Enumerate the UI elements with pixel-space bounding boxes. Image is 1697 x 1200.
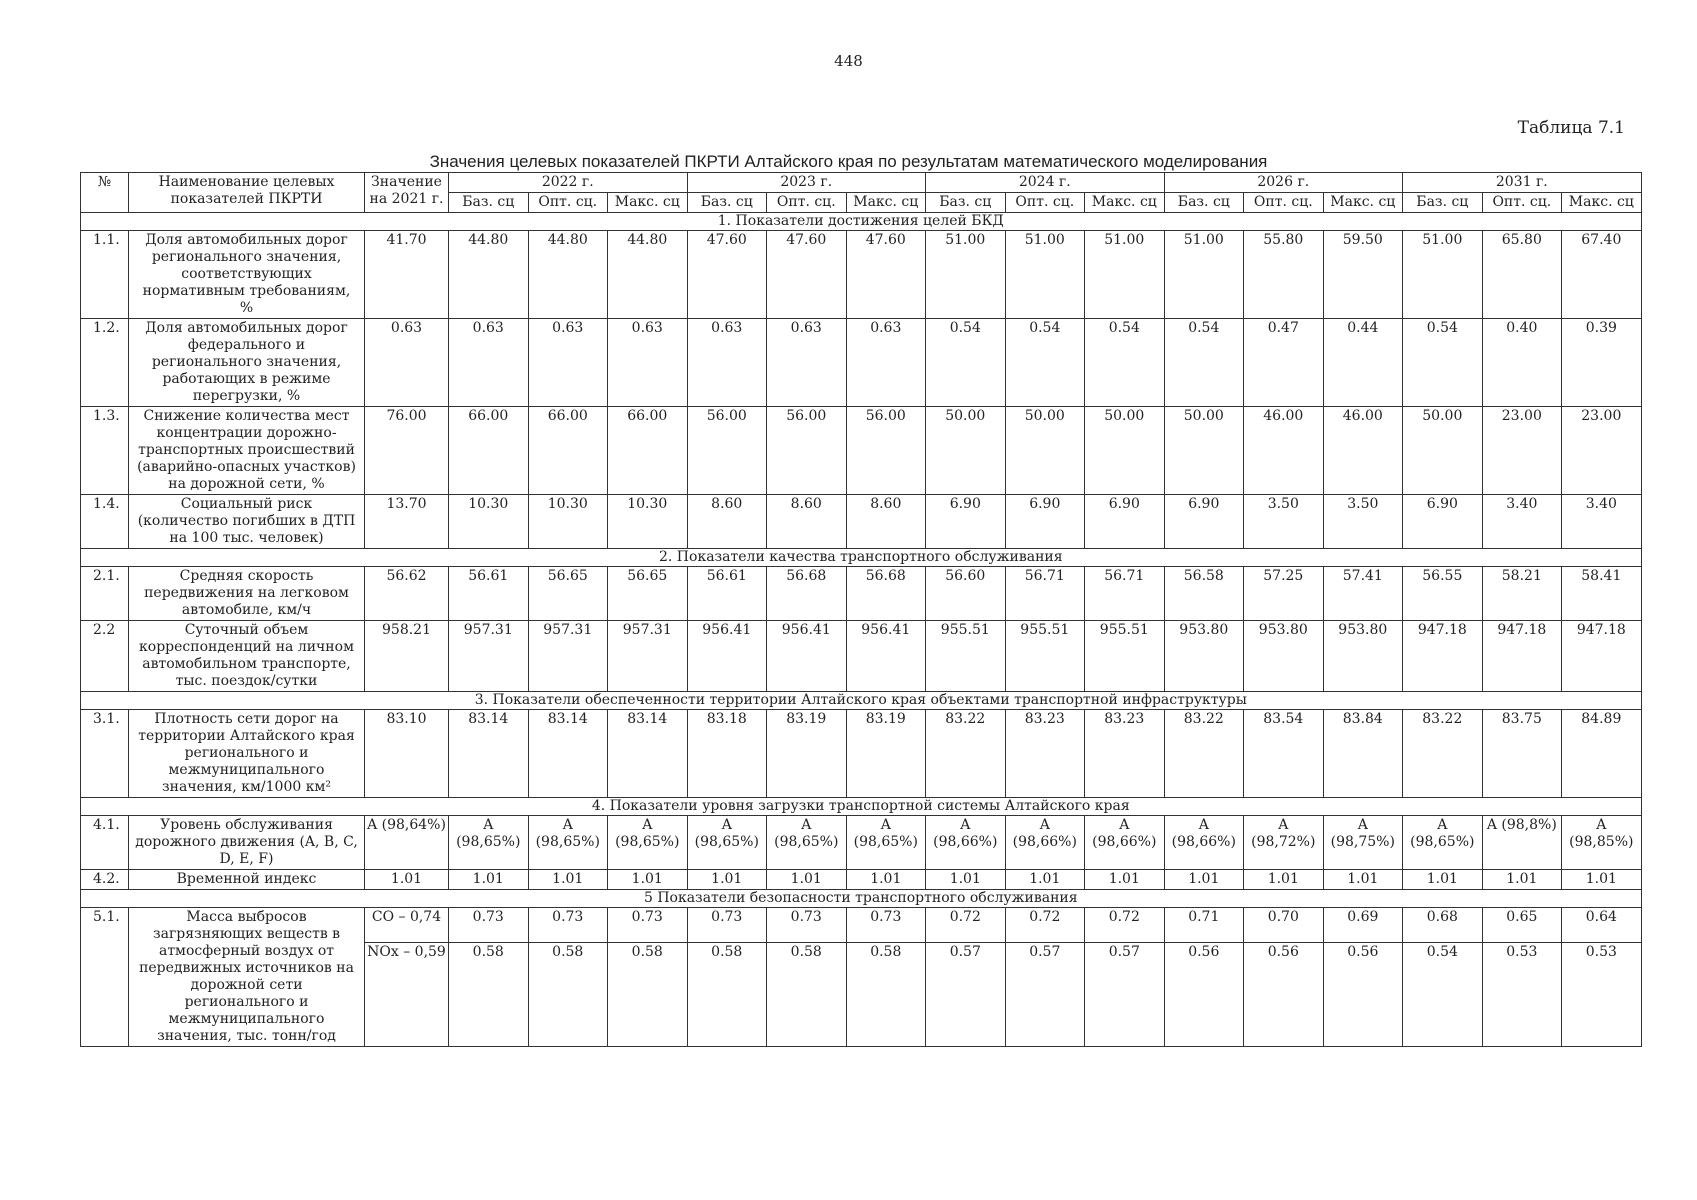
row-value: 956.41 bbox=[687, 621, 767, 692]
table-row bbox=[81, 710, 1642, 798]
row-value: A (98,72%) bbox=[1244, 816, 1324, 870]
row-value: 56.61 bbox=[449, 567, 529, 621]
row-value: 3.40 bbox=[1562, 495, 1642, 549]
section-row bbox=[81, 213, 1642, 231]
section-row bbox=[81, 798, 1642, 816]
row-value: 0.39 bbox=[1562, 319, 1642, 407]
row-value: 0.70 bbox=[1244, 908, 1324, 943]
row-value: 23.00 bbox=[1482, 407, 1562, 495]
row-value: 6.90 bbox=[926, 495, 1006, 549]
subrow-value: 0.57 bbox=[1085, 943, 1165, 1047]
row-value: 83.23 bbox=[1085, 710, 1165, 798]
row-value: 947.18 bbox=[1403, 621, 1483, 692]
row-value: 83.23 bbox=[1005, 710, 1085, 798]
row-value: 1.01 bbox=[926, 870, 1006, 890]
row-value: 1.01 bbox=[1323, 870, 1403, 890]
row-value: 957.31 bbox=[528, 621, 608, 692]
row-value: 83.18 bbox=[687, 710, 767, 798]
row-value: 953.80 bbox=[1244, 621, 1324, 692]
row-name: Масса выбросов загрязняющих веществ в атмосферный воздух от передвижных источников на дорожной сети регионального и межмуниципального значения, тыс. тонн/год bbox=[129, 908, 365, 1047]
row-value: 44.80 bbox=[449, 231, 529, 319]
subrow-value: 0.56 bbox=[1164, 943, 1244, 1047]
row-value: 55.80 bbox=[1244, 231, 1324, 319]
row-value: 57.25 bbox=[1244, 567, 1324, 621]
row-value: 0.40 bbox=[1482, 319, 1562, 407]
row-value: 6.90 bbox=[1403, 495, 1483, 549]
row-value: 0.68 bbox=[1403, 908, 1483, 943]
row-value: 957.31 bbox=[608, 621, 688, 692]
row-value: 47.60 bbox=[767, 231, 847, 319]
row-number: 2.1. bbox=[81, 567, 129, 621]
row-value: 67.40 bbox=[1562, 231, 1642, 319]
row-value: 56.71 bbox=[1085, 567, 1165, 621]
row-value: 6.90 bbox=[1085, 495, 1165, 549]
table-row bbox=[81, 495, 1642, 549]
subrow-value: 0.54 bbox=[1403, 943, 1483, 1047]
row-base-value: CO – 0,74 bbox=[365, 908, 449, 943]
row-value: 0.69 bbox=[1323, 908, 1403, 943]
row-value: 1.01 bbox=[1164, 870, 1244, 890]
row-value: 1.01 bbox=[1005, 870, 1085, 890]
header-scenario: Макс. сц bbox=[608, 193, 688, 213]
row-value: 0.71 bbox=[1164, 908, 1244, 943]
table-row bbox=[81, 870, 1642, 890]
subrow-value: 0.53 bbox=[1482, 943, 1562, 1047]
subrow-value: 0.57 bbox=[926, 943, 1006, 1047]
row-value: 56.68 bbox=[767, 567, 847, 621]
subrow-value: 0.53 bbox=[1562, 943, 1642, 1047]
row-value: 3.50 bbox=[1323, 495, 1403, 549]
row-number: 5.1. bbox=[81, 908, 129, 1047]
header-scenario: Опт. сц. bbox=[1482, 193, 1562, 213]
table-row bbox=[81, 231, 1642, 319]
subrow-value: 0.58 bbox=[687, 943, 767, 1047]
row-value: 0.63 bbox=[767, 319, 847, 407]
row-value: 0.47 bbox=[1244, 319, 1324, 407]
row-value: A (98,85%) bbox=[1562, 816, 1642, 870]
row-value: A (98,65%) bbox=[687, 816, 767, 870]
indicators-table bbox=[80, 172, 1642, 1047]
row-value: 8.60 bbox=[687, 495, 767, 549]
row-value: 44.80 bbox=[608, 231, 688, 319]
row-name: Временной индекс bbox=[129, 870, 365, 890]
row-number: 1.2. bbox=[81, 319, 129, 407]
row-number: 4.1. bbox=[81, 816, 129, 870]
row-value: 955.51 bbox=[1085, 621, 1165, 692]
section-title: 2. Показатели качества транспортного обслуживания bbox=[81, 549, 1642, 567]
row-value: 3.40 bbox=[1482, 495, 1562, 549]
subrow-value: 0.58 bbox=[608, 943, 688, 1047]
row-name: Плотность сети дорог на территории Алтайского края регионального и межмуниципального значения, км/1000 км² bbox=[129, 710, 365, 798]
row-value: 56.00 bbox=[846, 407, 926, 495]
row-value: 47.60 bbox=[846, 231, 926, 319]
row-value: 6.90 bbox=[1005, 495, 1085, 549]
header-year: 2031 г. bbox=[1403, 173, 1642, 193]
row-value: 0.63 bbox=[449, 319, 529, 407]
row-value: 56.00 bbox=[687, 407, 767, 495]
table-row bbox=[81, 908, 1642, 943]
row-value: 83.14 bbox=[449, 710, 529, 798]
row-base-value: 1.01 bbox=[365, 870, 449, 890]
row-value: 50.00 bbox=[1403, 407, 1483, 495]
section-title: 1. Показатели достижения целей БКД bbox=[81, 213, 1642, 231]
table-title: Значения целевых показателей ПКРТИ Алтайского края по результатам математического моделирования bbox=[429, 152, 1268, 171]
header-scenario: Опт. сц. bbox=[528, 193, 608, 213]
row-value: A (98,75%) bbox=[1323, 816, 1403, 870]
row-value: 0.73 bbox=[449, 908, 529, 943]
row-value: 59.50 bbox=[1323, 231, 1403, 319]
row-value: 0.63 bbox=[528, 319, 608, 407]
row-value: 56.60 bbox=[926, 567, 1006, 621]
row-value: 46.00 bbox=[1244, 407, 1324, 495]
row-value: 0.73 bbox=[687, 908, 767, 943]
header-scenario: Баз. сц bbox=[449, 193, 529, 213]
row-value: 47.60 bbox=[687, 231, 767, 319]
row-value: 1.01 bbox=[1403, 870, 1483, 890]
row-value: 0.63 bbox=[687, 319, 767, 407]
row-value: 0.65 bbox=[1482, 908, 1562, 943]
row-value: 0.73 bbox=[608, 908, 688, 943]
subrow-value: 0.58 bbox=[449, 943, 529, 1047]
row-value: 955.51 bbox=[1005, 621, 1085, 692]
row-value: 50.00 bbox=[1005, 407, 1085, 495]
row-value: 956.41 bbox=[846, 621, 926, 692]
row-name: Суточный объем корреспонденций на личном автомобильном транспорте, тыс. поездок/сутки bbox=[129, 621, 365, 692]
row-base-value: 0.63 bbox=[365, 319, 449, 407]
subrow-value: 0.57 bbox=[1005, 943, 1085, 1047]
row-value: 56.65 bbox=[528, 567, 608, 621]
table-header bbox=[81, 173, 1642, 213]
row-value: 947.18 bbox=[1482, 621, 1562, 692]
row-value: 23.00 bbox=[1562, 407, 1642, 495]
section-title: 5 Показатели безопасности транспортного обслуживания bbox=[81, 890, 1642, 908]
row-value: A (98,65%) bbox=[608, 816, 688, 870]
row-value: 0.54 bbox=[1164, 319, 1244, 407]
row-value: 56.61 bbox=[687, 567, 767, 621]
section-row bbox=[81, 692, 1642, 710]
row-value: 10.30 bbox=[528, 495, 608, 549]
row-value: 83.19 bbox=[767, 710, 847, 798]
row-value: 51.00 bbox=[1164, 231, 1244, 319]
page-number: 448 bbox=[834, 52, 863, 70]
row-value: 953.80 bbox=[1323, 621, 1403, 692]
header-scenario: Макс. сц bbox=[846, 193, 926, 213]
row-name: Доля автомобильных дорог федерального и регионального значения, работающих в режиме перегрузки, % bbox=[129, 319, 365, 407]
row-value: 1.01 bbox=[687, 870, 767, 890]
row-value: 0.54 bbox=[1085, 319, 1165, 407]
row-value: 1.01 bbox=[1244, 870, 1324, 890]
subrow-value: 0.58 bbox=[846, 943, 926, 1047]
row-value: 953.80 bbox=[1164, 621, 1244, 692]
row-value: A (98,65%) bbox=[767, 816, 847, 870]
section-title: 4. Показатели уровня загрузки транспортной системы Алтайского края bbox=[81, 798, 1642, 816]
row-value: 0.73 bbox=[846, 908, 926, 943]
row-value: 0.72 bbox=[926, 908, 1006, 943]
row-value: 83.84 bbox=[1323, 710, 1403, 798]
subrow-base-value: NOx – 0,59 bbox=[365, 943, 449, 1047]
header-scenario: Макс. сц bbox=[1085, 193, 1165, 213]
row-value: 51.00 bbox=[1005, 231, 1085, 319]
row-value: 66.00 bbox=[608, 407, 688, 495]
row-value: 83.22 bbox=[1403, 710, 1483, 798]
row-number: 2.2 bbox=[81, 621, 129, 692]
row-name: Доля автомобильных дорог регионального значения, соответствующих нормативным требованиям, % bbox=[129, 231, 365, 319]
row-value: 1.01 bbox=[1085, 870, 1165, 890]
subrow-value: 0.58 bbox=[528, 943, 608, 1047]
row-value: 56.68 bbox=[846, 567, 926, 621]
row-value: 0.44 bbox=[1323, 319, 1403, 407]
row-value: A (98,66%) bbox=[1085, 816, 1165, 870]
row-base-value: 83.10 bbox=[365, 710, 449, 798]
header-base-value: Значение на 2021 г. bbox=[365, 173, 449, 213]
header-scenario: Баз. сц bbox=[687, 193, 767, 213]
row-name: Уровень обслуживания дорожного движения (A, B, C, D, E, F) bbox=[129, 816, 365, 870]
header-year: 2026 г. bbox=[1164, 173, 1403, 193]
header-year: 2023 г. bbox=[687, 173, 926, 193]
subrow-value: 0.58 bbox=[767, 943, 847, 1047]
row-base-value: A (98,64%) bbox=[365, 816, 449, 870]
row-value: 1.01 bbox=[767, 870, 847, 890]
row-value: 58.21 bbox=[1482, 567, 1562, 621]
row-value: 51.00 bbox=[926, 231, 1006, 319]
row-value: 50.00 bbox=[926, 407, 1006, 495]
row-value: 50.00 bbox=[1164, 407, 1244, 495]
row-number: 1.4. bbox=[81, 495, 129, 549]
row-value: 66.00 bbox=[449, 407, 529, 495]
row-value: 83.22 bbox=[1164, 710, 1244, 798]
row-value: 957.31 bbox=[449, 621, 529, 692]
row-base-value: 41.70 bbox=[365, 231, 449, 319]
section-row bbox=[81, 549, 1642, 567]
row-value: 56.00 bbox=[767, 407, 847, 495]
section-row bbox=[81, 890, 1642, 908]
row-value: 0.72 bbox=[1005, 908, 1085, 943]
row-value: 0.54 bbox=[1005, 319, 1085, 407]
table-body bbox=[81, 213, 1642, 1047]
row-value: 6.90 bbox=[1164, 495, 1244, 549]
row-value: 1.01 bbox=[1482, 870, 1562, 890]
row-value: 0.64 bbox=[1562, 908, 1642, 943]
row-value: 0.54 bbox=[926, 319, 1006, 407]
row-number: 1.3. bbox=[81, 407, 129, 495]
header-year: 2022 г. bbox=[449, 173, 688, 193]
header-scenario: Макс. сц bbox=[1323, 193, 1403, 213]
row-value: 83.14 bbox=[528, 710, 608, 798]
row-value: 56.71 bbox=[1005, 567, 1085, 621]
row-value: 10.30 bbox=[449, 495, 529, 549]
header-row-years bbox=[81, 173, 1642, 193]
row-value: A (98,66%) bbox=[1164, 816, 1244, 870]
row-number: 4.2. bbox=[81, 870, 129, 890]
header-scenario: Баз. сц bbox=[926, 193, 1006, 213]
header-scenario: Баз. сц bbox=[1164, 193, 1244, 213]
row-value: 947.18 bbox=[1562, 621, 1642, 692]
row-value: 83.19 bbox=[846, 710, 926, 798]
row-value: 1.01 bbox=[528, 870, 608, 890]
row-value: 83.14 bbox=[608, 710, 688, 798]
header-scenario: Баз. сц bbox=[1403, 193, 1483, 213]
subrow-value: 0.56 bbox=[1323, 943, 1403, 1047]
table-row bbox=[81, 816, 1642, 870]
row-value: A (98,66%) bbox=[926, 816, 1006, 870]
header-year: 2024 г. bbox=[926, 173, 1165, 193]
row-base-value: 76.00 bbox=[365, 407, 449, 495]
row-value: A (98,65%) bbox=[449, 816, 529, 870]
header-scenario: Опт. сц. bbox=[1005, 193, 1085, 213]
row-value: 8.60 bbox=[846, 495, 926, 549]
table-label: Таблица 7.1 bbox=[1517, 118, 1625, 138]
row-value: 956.41 bbox=[767, 621, 847, 692]
header-scenario: Опт. сц. bbox=[1244, 193, 1324, 213]
row-value: 46.00 bbox=[1323, 407, 1403, 495]
subrow-value: 0.56 bbox=[1244, 943, 1324, 1047]
table-row bbox=[81, 407, 1642, 495]
row-value: A (98,65%) bbox=[528, 816, 608, 870]
row-value: 56.65 bbox=[608, 567, 688, 621]
header-scenario: Макс. сц bbox=[1562, 193, 1642, 213]
row-value: 0.73 bbox=[767, 908, 847, 943]
row-base-value: 958.21 bbox=[365, 621, 449, 692]
row-value: A (98,65%) bbox=[846, 816, 926, 870]
row-value: 0.73 bbox=[528, 908, 608, 943]
row-name: Снижение количества мест концентрации дорожно-транспортных происшествий (аварийно-опасных участков) на дорожной сети, % bbox=[129, 407, 365, 495]
row-number: 3.1. bbox=[81, 710, 129, 798]
row-value: 955.51 bbox=[926, 621, 1006, 692]
row-value: A (98,66%) bbox=[1005, 816, 1085, 870]
row-value: 8.60 bbox=[767, 495, 847, 549]
row-value: 0.63 bbox=[608, 319, 688, 407]
row-value: 66.00 bbox=[528, 407, 608, 495]
row-name: Средняя скорость передвижения на легковом автомобиле, км/ч bbox=[129, 567, 365, 621]
row-value: 58.41 bbox=[1562, 567, 1642, 621]
table-row bbox=[81, 319, 1642, 407]
row-value: 83.75 bbox=[1482, 710, 1562, 798]
row-value: 56.58 bbox=[1164, 567, 1244, 621]
header-num: № bbox=[81, 173, 129, 213]
row-value: 83.22 bbox=[926, 710, 1006, 798]
row-base-value: 13.70 bbox=[365, 495, 449, 549]
row-value: A (98,8%) bbox=[1482, 816, 1562, 870]
row-value: 1.01 bbox=[449, 870, 529, 890]
table-row bbox=[81, 621, 1642, 692]
row-value: 1.01 bbox=[1562, 870, 1642, 890]
row-value: 84.89 bbox=[1562, 710, 1642, 798]
row-value: 3.50 bbox=[1244, 495, 1324, 549]
row-value: 0.72 bbox=[1085, 908, 1165, 943]
header-name: Наименование целевых показателей ПКРТИ bbox=[129, 173, 365, 213]
row-value: 1.01 bbox=[608, 870, 688, 890]
table-row bbox=[81, 567, 1642, 621]
row-base-value: 56.62 bbox=[365, 567, 449, 621]
row-value: 51.00 bbox=[1403, 231, 1483, 319]
row-name: Социальный риск (количество погибших в ДТП на 100 тыс. человек) bbox=[129, 495, 365, 549]
row-value: 51.00 bbox=[1085, 231, 1165, 319]
row-value: 44.80 bbox=[528, 231, 608, 319]
row-value: 1.01 bbox=[846, 870, 926, 890]
row-value: 83.54 bbox=[1244, 710, 1324, 798]
header-scenario: Опт. сц. bbox=[767, 193, 847, 213]
row-value: 10.30 bbox=[608, 495, 688, 549]
row-value: 56.55 bbox=[1403, 567, 1483, 621]
row-value: A (98,65%) bbox=[1403, 816, 1483, 870]
row-value: 57.41 bbox=[1323, 567, 1403, 621]
row-value: 50.00 bbox=[1085, 407, 1165, 495]
row-value: 65.80 bbox=[1482, 231, 1562, 319]
row-value: 0.54 bbox=[1403, 319, 1483, 407]
row-number: 1.1. bbox=[81, 231, 129, 319]
row-value: 0.63 bbox=[846, 319, 926, 407]
section-title: 3. Показатели обеспеченности территории Алтайского края объектами транспортной инфраструктуры bbox=[81, 692, 1642, 710]
